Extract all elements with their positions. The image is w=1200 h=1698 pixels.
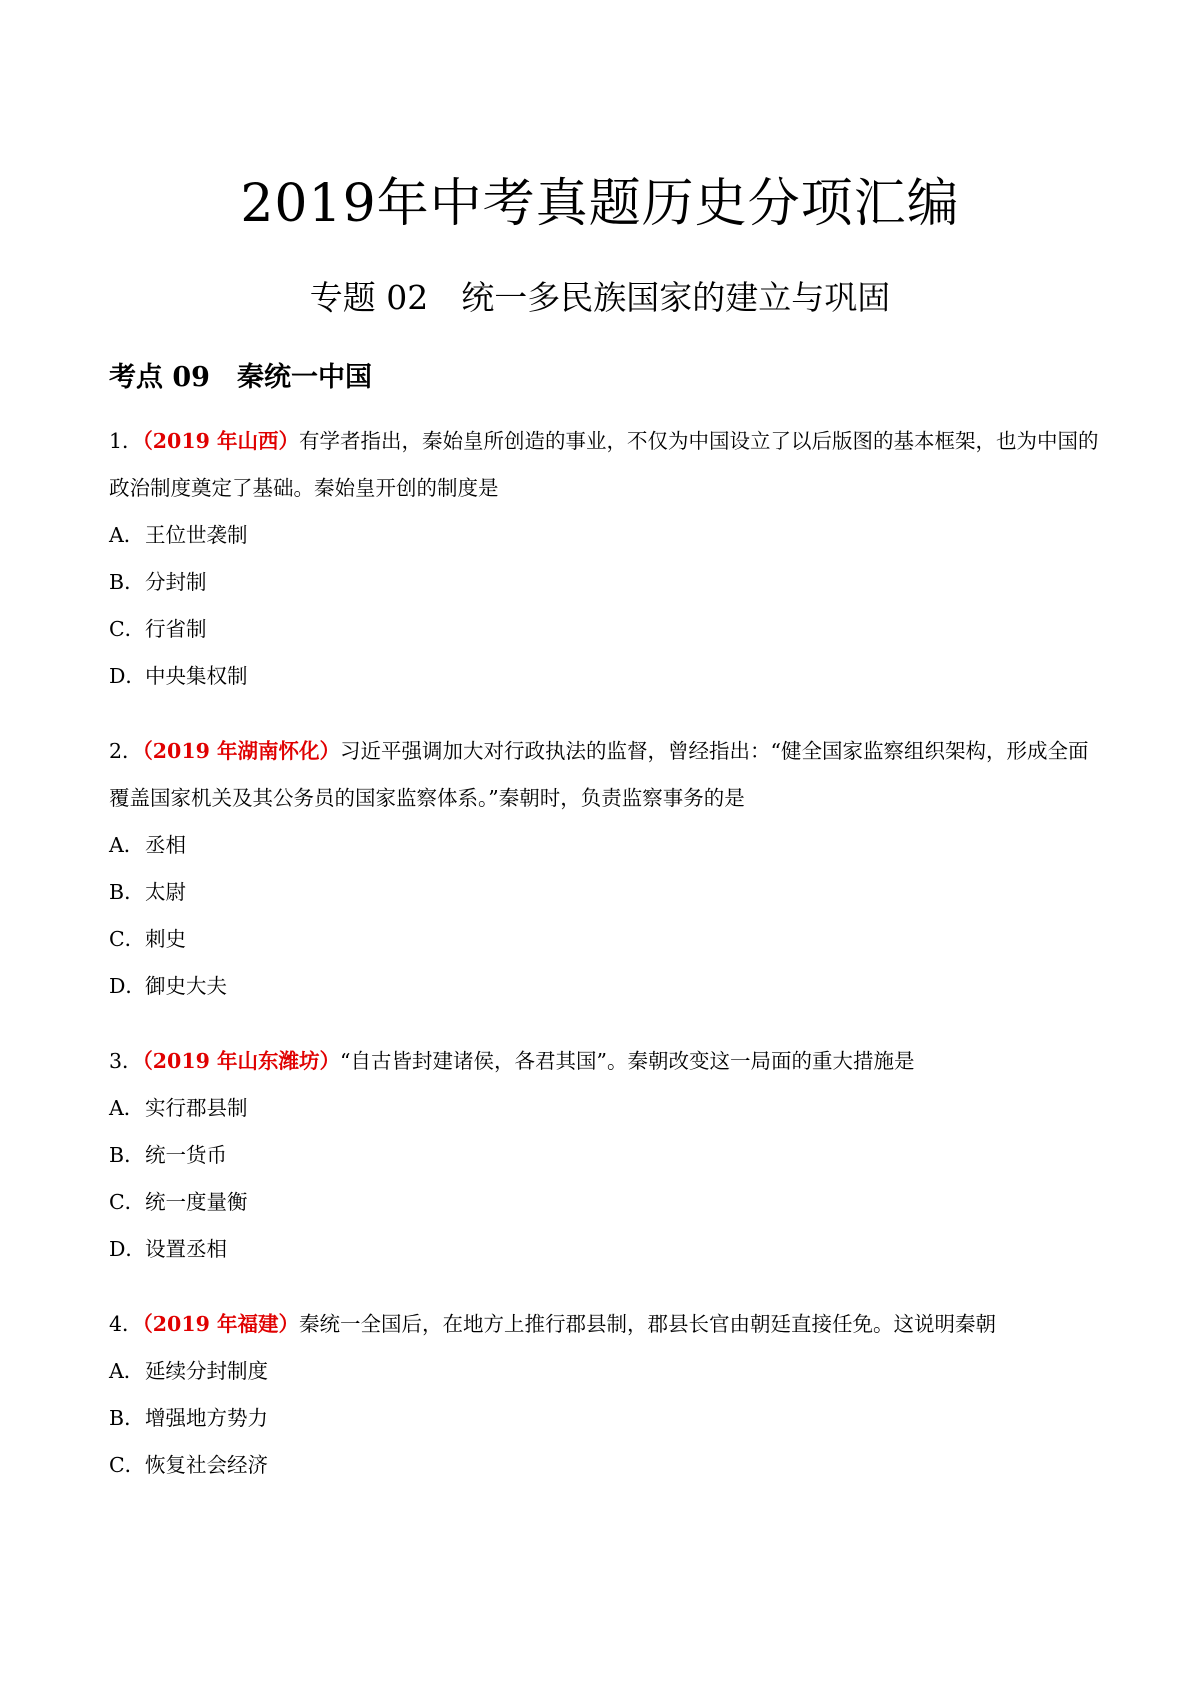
option-d: D．设置丞相: [109, 1237, 227, 1261]
option-a: A．丞相: [109, 833, 186, 857]
option-a: A．实行郡县制: [109, 1096, 248, 1120]
question-stem: [109, 728, 1099, 822]
option-a: A．王位世袭制: [109, 523, 248, 547]
question-number: 3．: [109, 1049, 143, 1073]
option-c: C．恢复社会经济: [109, 1453, 268, 1477]
question-4: [109, 1301, 1099, 1489]
option-b: B．太尉: [109, 880, 186, 904]
question-list: [109, 418, 1099, 1517]
option-b: B．增强地方势力: [109, 1406, 268, 1430]
question-number: 2．: [109, 739, 143, 763]
question-number: 4．: [109, 1312, 143, 1336]
option-d: D．御史大夫: [109, 974, 227, 998]
option-c: C．刺史: [109, 927, 186, 951]
question-stem: [109, 418, 1099, 512]
question-text: “自古皆封建诸侯，各君其国”。秦朝改变这一局面的重大措施是: [340, 1049, 915, 1073]
question-source: （2019 年山东潍坊）: [142, 1049, 340, 1073]
question-text: 有学者指出，秦始皇所创造的事业，不仅为中国设立了以后版图的基本框架，也为中国的政治制度奠定了基础。秦始皇开创的制度是: [109, 429, 1099, 500]
section-heading: 考点 09 秦统一中国: [109, 362, 372, 393]
question-text: 习近平强调加大对行政执法的监督，曾经指出：“健全国家监察组织架构，形成全面覆盖国家机关及其公务员的国家监察体系。”秦朝时，负责监察事务的是: [109, 739, 1089, 810]
question-number: 1．: [109, 429, 143, 453]
option-b: B．统一货币: [109, 1143, 227, 1167]
option-d: D．中央集权制: [109, 664, 248, 688]
option-a: A．延续分封制度: [109, 1359, 268, 1383]
question-stem: [109, 1038, 1099, 1085]
question-source: （2019 年山西）: [142, 429, 299, 453]
topic-subtitle: 专题 02 统一多民族国家的建立与巩固: [309, 278, 891, 317]
question-source: （2019 年福建）: [142, 1312, 299, 1336]
question-text: 秦统一全国后，在地方上推行郡县制，郡县长官由朝廷直接任免。这说明秦朝: [299, 1312, 996, 1336]
question-1: [109, 418, 1099, 700]
option-c: C．统一度量衡: [109, 1190, 248, 1214]
question-stem: [109, 1301, 1099, 1348]
question-2: [109, 728, 1099, 1010]
option-c: C．行省制: [109, 617, 207, 641]
question-source: （2019 年湖南怀化）: [142, 739, 340, 763]
question-3: [109, 1038, 1099, 1273]
option-b: B．分封制: [109, 570, 207, 594]
document-title: 2019年中考真题历史分项汇编: [240, 174, 960, 234]
